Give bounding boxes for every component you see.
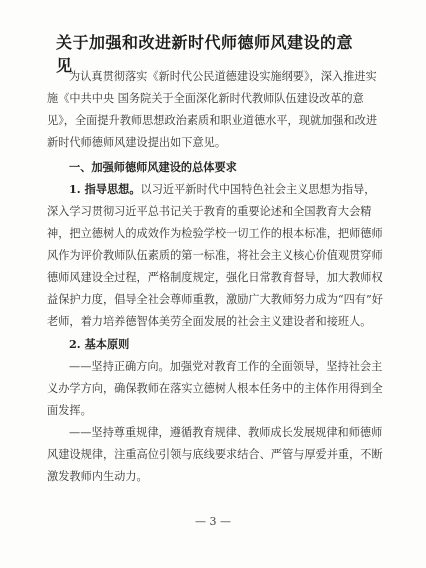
subsection-heading: 2. 基本原则: [69, 337, 130, 351]
subsection-heading: 1. 指导思想。: [69, 182, 141, 196]
principle-paragraph: ——坚持尊重规律，遵循教育规律、教师成长发展规律和师德师风建设规律，注重高位引领与底线要求结合、严管与厚爱并重，不断激发教师内生动力。: [47, 426, 383, 483]
subsection-text: 以习近平新时代中国特色社会主义思想为指导，深入学习贯彻习近平总书记关于教育的重要论述和全国教育大会精神，把立德树人的成效作为检验学校一切工作的根本标准，把师德师风作为评价教师队伍素质的第一标准，将社会主义核心价值观贯穿师德师风建设全过程，严格制度规定，强化日常教育督导，加大教师权益保护力度，倡导全社会尊师重教，激励广大教师努力成为“四有”好老师，着力培养德智体美劳全面发展的社会主义建设者和接班人。: [47, 183, 383, 328]
principle-paragraph: ——坚持正确方向。加强党对教育工作的全面领导，坚持社会主义办学方向，确保教师在落实立德树人根本任务中的主体作用得到全面发挥。: [47, 360, 383, 417]
guiding-ideology-paragraph: [47, 178, 385, 333]
page-number: — 3 —: [195, 515, 231, 528]
basic-principles-heading: [47, 333, 385, 356]
intro-paragraph: 为认真贯彻落实《新时代公民道德建设实施纲要》，深入推进实施《中共中央 国务院关于全面深化新时代教师队伍建设改革的意见》，全面提升教师思想政治素质和职业道德水平，现就加强和改进新时代师德师风建设提出如下意见。: [47, 70, 378, 149]
document-body: [47, 66, 385, 488]
document-title: 关于加强和改进新时代师德师风建设的意见: [56, 33, 354, 75]
section-heading: 一、加强师德师风建设的总体要求: [69, 160, 237, 174]
